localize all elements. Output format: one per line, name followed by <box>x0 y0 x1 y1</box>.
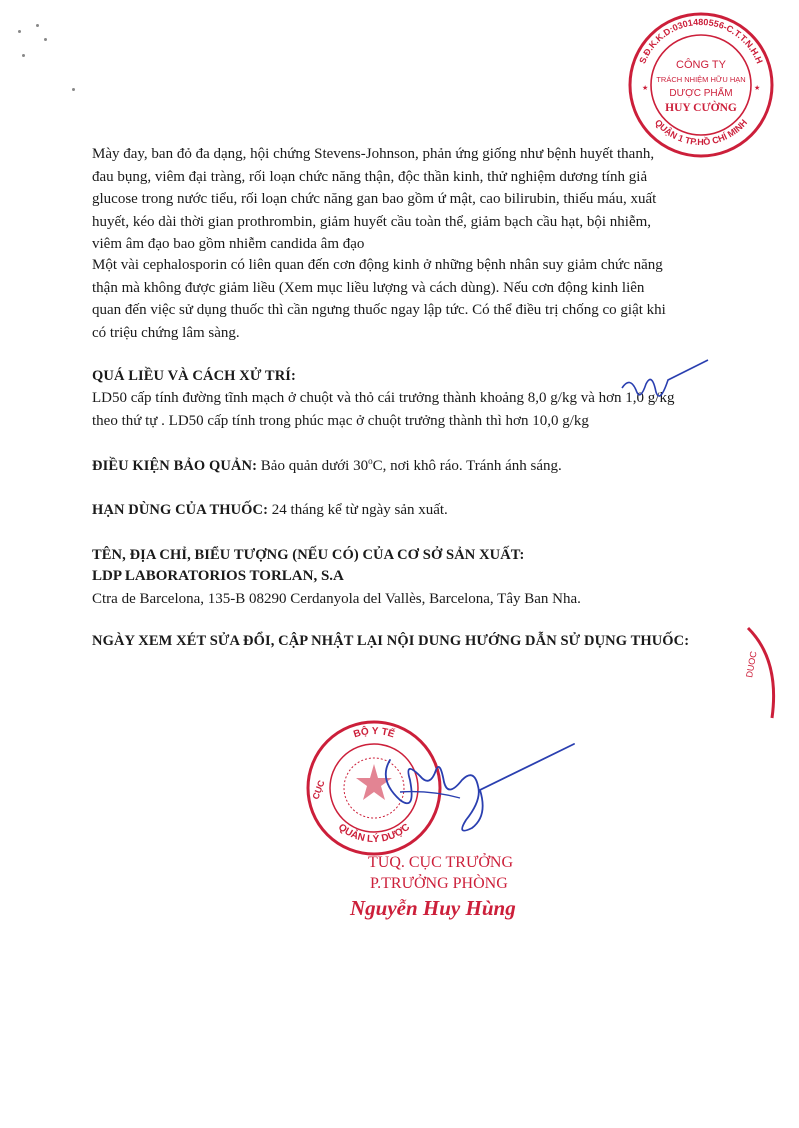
text-line: Một vài cephalosporin có liên quan đến cơn động kinh ở những bệnh nhân suy giảm chức năng <box>92 257 663 273</box>
company-stamp-line2: TRÁCH NHIỆM HỮU HẠN <box>656 75 746 84</box>
text-line: Mày đay, ban đỏ đa dạng, hội chứng Stevens-Johnson, phản ứng giống như bệnh huyết thanh, <box>92 146 655 162</box>
text-line: đau bụng, viêm đại tràng, rối loạn chức năng thận, độc thần kinh, thử nghiệm dương tính giả <box>92 168 648 185</box>
company-stamp-line3: DƯỢC PHẨM <box>669 88 733 99</box>
revision-heading: NGÀY XEM XÉT SỬA ĐỔI, CẬP NHẬT LẠI NỘI DUNG HƯỚNG DẪN SỬ DỤNG THUỐC: <box>92 633 690 649</box>
scan-speck <box>44 38 47 41</box>
signer-name: Nguyễn Huy Hùng <box>350 896 516 920</box>
storage-line <box>92 456 562 476</box>
scan-speck <box>36 24 39 27</box>
storage-text: Bảo quản dưới 30 <box>257 458 369 474</box>
partial-edge-stamp <box>700 620 799 730</box>
scan-speck <box>22 54 25 57</box>
storage-label: ĐIỀU KIỆN BẢO QUẢN: <box>92 458 258 474</box>
svg-text:BỘ Y TẾ <box>352 724 396 740</box>
initials-mark <box>612 358 712 418</box>
edge-stamp-text: DUOC <box>744 650 759 679</box>
company-stamp-ring-text: S.Đ.K.K.D:0301480556-C.T.T.N.H.H <box>637 16 765 65</box>
storage-text-after: C, nơi khô ráo. Tránh ánh sáng. <box>372 458 562 474</box>
degree-sup: o <box>368 456 373 466</box>
overdose-line: LD50 cấp tính đường tĩnh mạch ở chuột và thỏ cái trưởng thành khoảng 8,0 g/kg và hơn 1,0 g/kg <box>92 390 675 406</box>
text-line: thận mà không được giảm liều (Xem mục liều lượng và cách dùng). Nếu cơn động kinh liên <box>92 279 645 296</box>
shelf-life-line <box>92 500 448 520</box>
official-stamp-ring-left: CỤC <box>310 778 327 801</box>
handwritten-signature <box>370 740 585 850</box>
side-effects-paragraph <box>92 143 712 256</box>
svg-text:S.Đ.K.K.D:0301480556-C.T.T.N.H <box>637 17 764 65</box>
official-stamp-ring-top: BỘ Y TẾ <box>352 725 396 741</box>
company-stamp <box>626 10 776 160</box>
svg-text:★: ★ <box>754 84 761 92</box>
shelf-life-text: 24 tháng kể từ ngày sản xuất. <box>268 502 448 518</box>
signature-title: TUQ. CỤC TRƯỞNG <box>368 854 514 871</box>
manufacturer-address: Ctra de Barcelona, 135-B 08290 Cerdanyola del Vallès, Barcelona, Tây Ban Nha. <box>92 591 581 607</box>
seizure-paragraph <box>92 254 712 344</box>
company-stamp-ring-bottom: QUẬN 1 TP.HỒ CHÍ MINH <box>652 117 750 148</box>
company-stamp-line1: CÔNG TY <box>676 59 726 71</box>
overdose-line: theo thứ tự . LD50 cấp tính trong phúc mạc ở chuột trưởng thành thì hơn 10,0 g/kg <box>92 413 589 429</box>
text-line: có triệu chứng lâm sàng. <box>92 324 240 341</box>
text-line: quan đến việc sử dụng thuốc thì cần ngưng thuốc ngay lập tức. Có thể điều trị chống co giật khi <box>92 302 666 318</box>
manufacturer-company: LDP LABORATORIOS TORLAN, S.A <box>92 568 344 584</box>
text-line: huyết, kéo dài thời gian prothrombin, giảm huyết cầu toàn thể, giảm bạch cầu hạt, bội nhiễm, <box>92 213 652 230</box>
signature-subtitle: P.TRƯỞNG PHÒNG <box>370 875 508 892</box>
shelf-life-label: HẠN DÙNG CỦA THUỐC: <box>92 502 269 518</box>
text-line: viêm âm đạo bao gồm nhiễm candida âm đạo <box>92 236 365 252</box>
scan-speck <box>72 88 75 91</box>
official-stamp-ring-bottom: QUẢN LÝ DƯỢC <box>335 821 413 846</box>
overdose-heading: QUÁ LIỀU VÀ CÁCH XỬ TRÍ: <box>92 368 296 384</box>
svg-text:★: ★ <box>642 84 649 92</box>
text-line: glucose trong nước tiểu, rối loạn chức năng gan bao gồm ứ mật, cao bilirubin, thiếu máu, xuất <box>92 191 657 207</box>
manufacturer-heading: TÊN, ĐỊA CHỈ, BIỂU TƯỢNG (NẾU CÓ) CỦA CƠ SỞ SẢN XUẤT: <box>92 547 525 563</box>
scan-speck <box>18 30 21 33</box>
company-stamp-line4: HUY CƯỜNG <box>665 102 737 114</box>
